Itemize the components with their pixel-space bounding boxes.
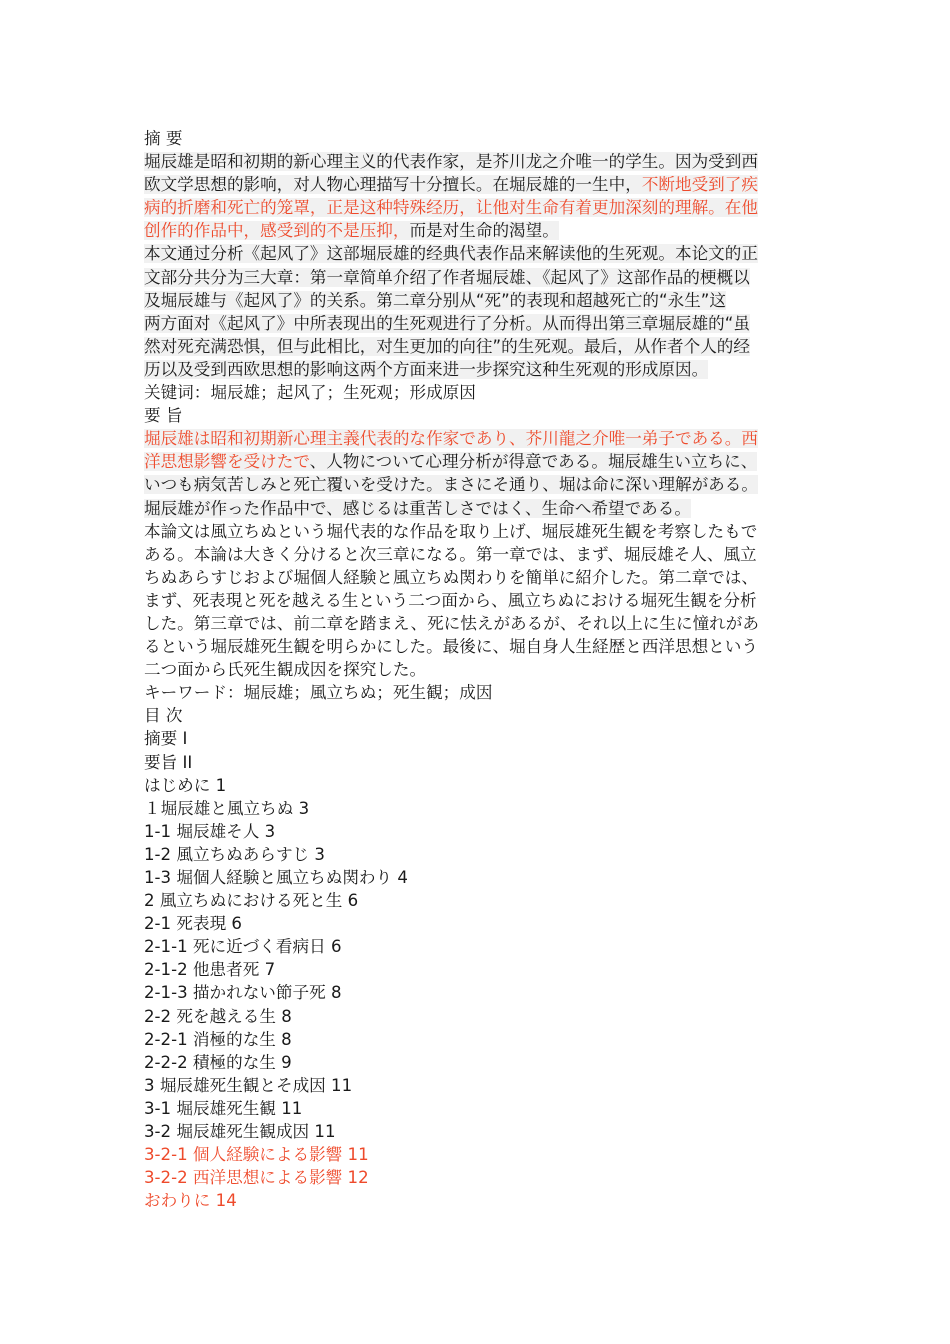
text-segment: 本論文は風立ちぬという堀代表的な作品を取り上げ、堀辰雄死生観を考察したもで — [144, 521, 758, 541]
highlighted-text: 创作的作品中，感受到的不是压抑， — [144, 221, 410, 241]
paragraph-line — [144, 427, 800, 450]
toc-item: 2-1-3 描かれない節子死 8 — [144, 983, 342, 1003]
toc-item: １堀辰雄と風立ちぬ 3 — [144, 798, 310, 818]
paragraph-line — [144, 312, 800, 335]
line-text — [144, 568, 758, 587]
line-text — [144, 660, 426, 679]
toc-item: 3-2-2 西洋思想による影響 12 — [144, 1168, 369, 1188]
table-of-contents — [144, 727, 800, 1212]
text-segment: 、人物について心理分析が得意である。堀辰雄生い立ちに、 — [309, 452, 758, 472]
line-text — [144, 475, 758, 494]
paragraph-line — [144, 358, 800, 381]
line-text — [144, 291, 726, 310]
text-segment: 二つ面から氏死生観成因を探究した。 — [144, 660, 427, 680]
text-segment: 历以及受到西欧思想的影响这两个方面来进一步探究这种生死观的形成原因。 — [144, 359, 709, 379]
abstract-zh-heading: 摘 要 — [144, 129, 183, 148]
toc-item: 2-2 死を越える生 8 — [144, 1006, 292, 1026]
line-text — [144, 360, 708, 379]
line-text — [144, 637, 758, 656]
paragraph-line — [144, 497, 800, 520]
toc-item: 2-2-2 積極的な生 9 — [144, 1052, 292, 1072]
highlighted-text: 不断地受到了疾 — [641, 175, 758, 195]
paragraph-line — [144, 589, 800, 612]
text-segment: 欧文学思想的影响，对人物心理描写十分擅长。在堀辰雄的一生中， — [144, 175, 642, 195]
text-segment: まず、死表現と死を越える生という二つ面から、風立ちぬにおける堀死生観を分析 — [144, 590, 757, 610]
paragraph-line — [144, 520, 800, 543]
text-segment: 堀辰雄が作った作品中で、感じるは重苦しさではく、生命へ希望である。 — [144, 498, 691, 518]
line-text — [144, 198, 758, 217]
paragraph-line — [144, 266, 800, 289]
line-text — [144, 244, 758, 263]
paragraph-line — [144, 566, 800, 589]
paragraph-line — [144, 335, 800, 358]
text-segment: した。第三章では、前二章を踏まえ、死に怯えがあるが、それ以上に生に憧れがあ — [144, 613, 759, 633]
line-text — [144, 337, 750, 356]
toc-item: 摘要 I — [144, 729, 188, 749]
line-text — [144, 314, 750, 333]
toc-item: 2-1-2 他患者死 7 — [144, 960, 276, 980]
line-text — [144, 221, 559, 240]
text-segment: るという堀辰雄死生観を明らかにした。最後に、堀自身人生経歴と西洋思想という — [144, 637, 758, 657]
document-page — [144, 127, 800, 1212]
line-text — [144, 175, 758, 194]
paragraph-line — [144, 173, 800, 196]
line-text — [144, 545, 757, 564]
abstract-ja-paragraph-1 — [144, 427, 800, 519]
text-segment: 然对死充满恐惧，但与此相比，对生更加的向往”的生死观。最后，从作者个人的经 — [144, 336, 750, 356]
line-text — [144, 152, 758, 171]
line-text — [144, 591, 757, 610]
paragraph-line — [144, 658, 800, 681]
paragraph-line — [144, 635, 800, 658]
paragraph-line — [144, 242, 800, 265]
paragraph-line — [144, 150, 800, 173]
highlighted-text: 堀辰雄は昭和初期新心理主義代表的な作家であり、芥川龍之介唯一弟子である。西 — [144, 429, 758, 449]
toc-item: 1-2 風立ちぬあらすじ 3 — [144, 844, 325, 864]
line-text — [144, 268, 750, 287]
line-text — [144, 429, 758, 448]
highlighted-text: 病的折磨和死亡的笼罩，正是这种特殊经历，让他对生命有着更加深刻的理解。在他 — [144, 198, 758, 218]
abstract-zh-paragraph-1 — [144, 150, 800, 242]
paragraph-line — [144, 612, 800, 635]
abstract-zh-paragraph-2 — [144, 242, 800, 381]
paragraph-line — [144, 289, 800, 312]
paragraph-line — [144, 219, 800, 242]
text-segment: ちぬあらすじおよび堀個人経験と風立ちぬ関わりを簡単に紹介した。第二章では、 — [144, 567, 758, 587]
text-segment: 堀辰雄是昭和初期的新心理主义的代表作家，是芥川龙之介唯一的学生。因为受到西 — [144, 152, 758, 172]
line-text — [144, 614, 759, 633]
toc-item: 2-1-1 死に近づく看病日 6 — [144, 937, 342, 957]
abstract-ja-keywords: キーワード：堀辰雄；風立ちぬ；死生観；成因 — [144, 683, 493, 703]
abstract-ja-heading: 要 旨 — [144, 406, 183, 426]
toc-item: 1-3 堀個人経験と風立ちぬ関わり 4 — [144, 868, 408, 887]
toc-item: 2 風立ちぬにおける死と生 6 — [144, 891, 359, 911]
abstract-zh-keywords: 关键词：堀辰雄；起风了；生死观；形成原因 — [144, 383, 476, 403]
text-segment: 两方面对《起风了》中所表现出的生死观进行了分析。从而得出第三章堀辰雄的“虽 — [144, 313, 750, 333]
toc-item: 2-1 死表現 6 — [144, 914, 242, 934]
toc-item: はじめに 1 — [144, 775, 227, 795]
abstract-ja-paragraph-2 — [144, 520, 800, 682]
text-segment: いつも病気苦しみと死亡覆いを受けた。まさにそ通り、堀は命に深い理解がある。 — [144, 475, 758, 495]
paragraph-line — [144, 196, 800, 219]
toc-item: おわりに 14 — [144, 1191, 237, 1211]
paragraph-line — [144, 543, 800, 566]
text-segment: 及堀辰雄与《起风了》的关系。第二章分别从“死”的表现和超越死亡的“永生”这 — [144, 290, 726, 310]
paragraph-line — [144, 450, 800, 473]
text-segment: 而是对生命的渴望。 — [409, 221, 559, 241]
toc-item: 3-2-1 個人経験による影響 11 — [144, 1145, 369, 1165]
toc-item: 3-2 堀辰雄死生観成因 11 — [144, 1122, 336, 1142]
text-segment: 文部分共分为三大章：第一章简单介绍了作者堀辰雄、《起风了》这部作品的梗概以 — [144, 267, 750, 287]
paragraph-line — [144, 473, 800, 496]
highlighted-text: 洋思想影響を受けたで — [144, 452, 310, 472]
line-text — [144, 499, 691, 518]
toc-item: 要旨 II — [144, 752, 193, 772]
line-text — [144, 452, 757, 471]
toc-item: 1-1 堀辰雄そ人 3 — [144, 821, 276, 841]
text-segment: 本文通过分析《起风了》这部堀辰雄的经典代表作品来解读他的生死观。本论文的正 — [144, 244, 758, 264]
toc-item: 3 堀辰雄死生観とそ成因 11 — [144, 1075, 353, 1095]
toc-item: 3-1 堀辰雄死生観 11 — [144, 1098, 303, 1118]
line-text — [144, 522, 757, 541]
toc-heading: 目 次 — [144, 706, 183, 726]
text-segment: ある。本論は大きく分けると次三章になる。第一章では、まず、堀辰雄そ人、風立 — [144, 544, 757, 564]
toc-item: 2-2-1 消極的な生 8 — [144, 1029, 292, 1049]
